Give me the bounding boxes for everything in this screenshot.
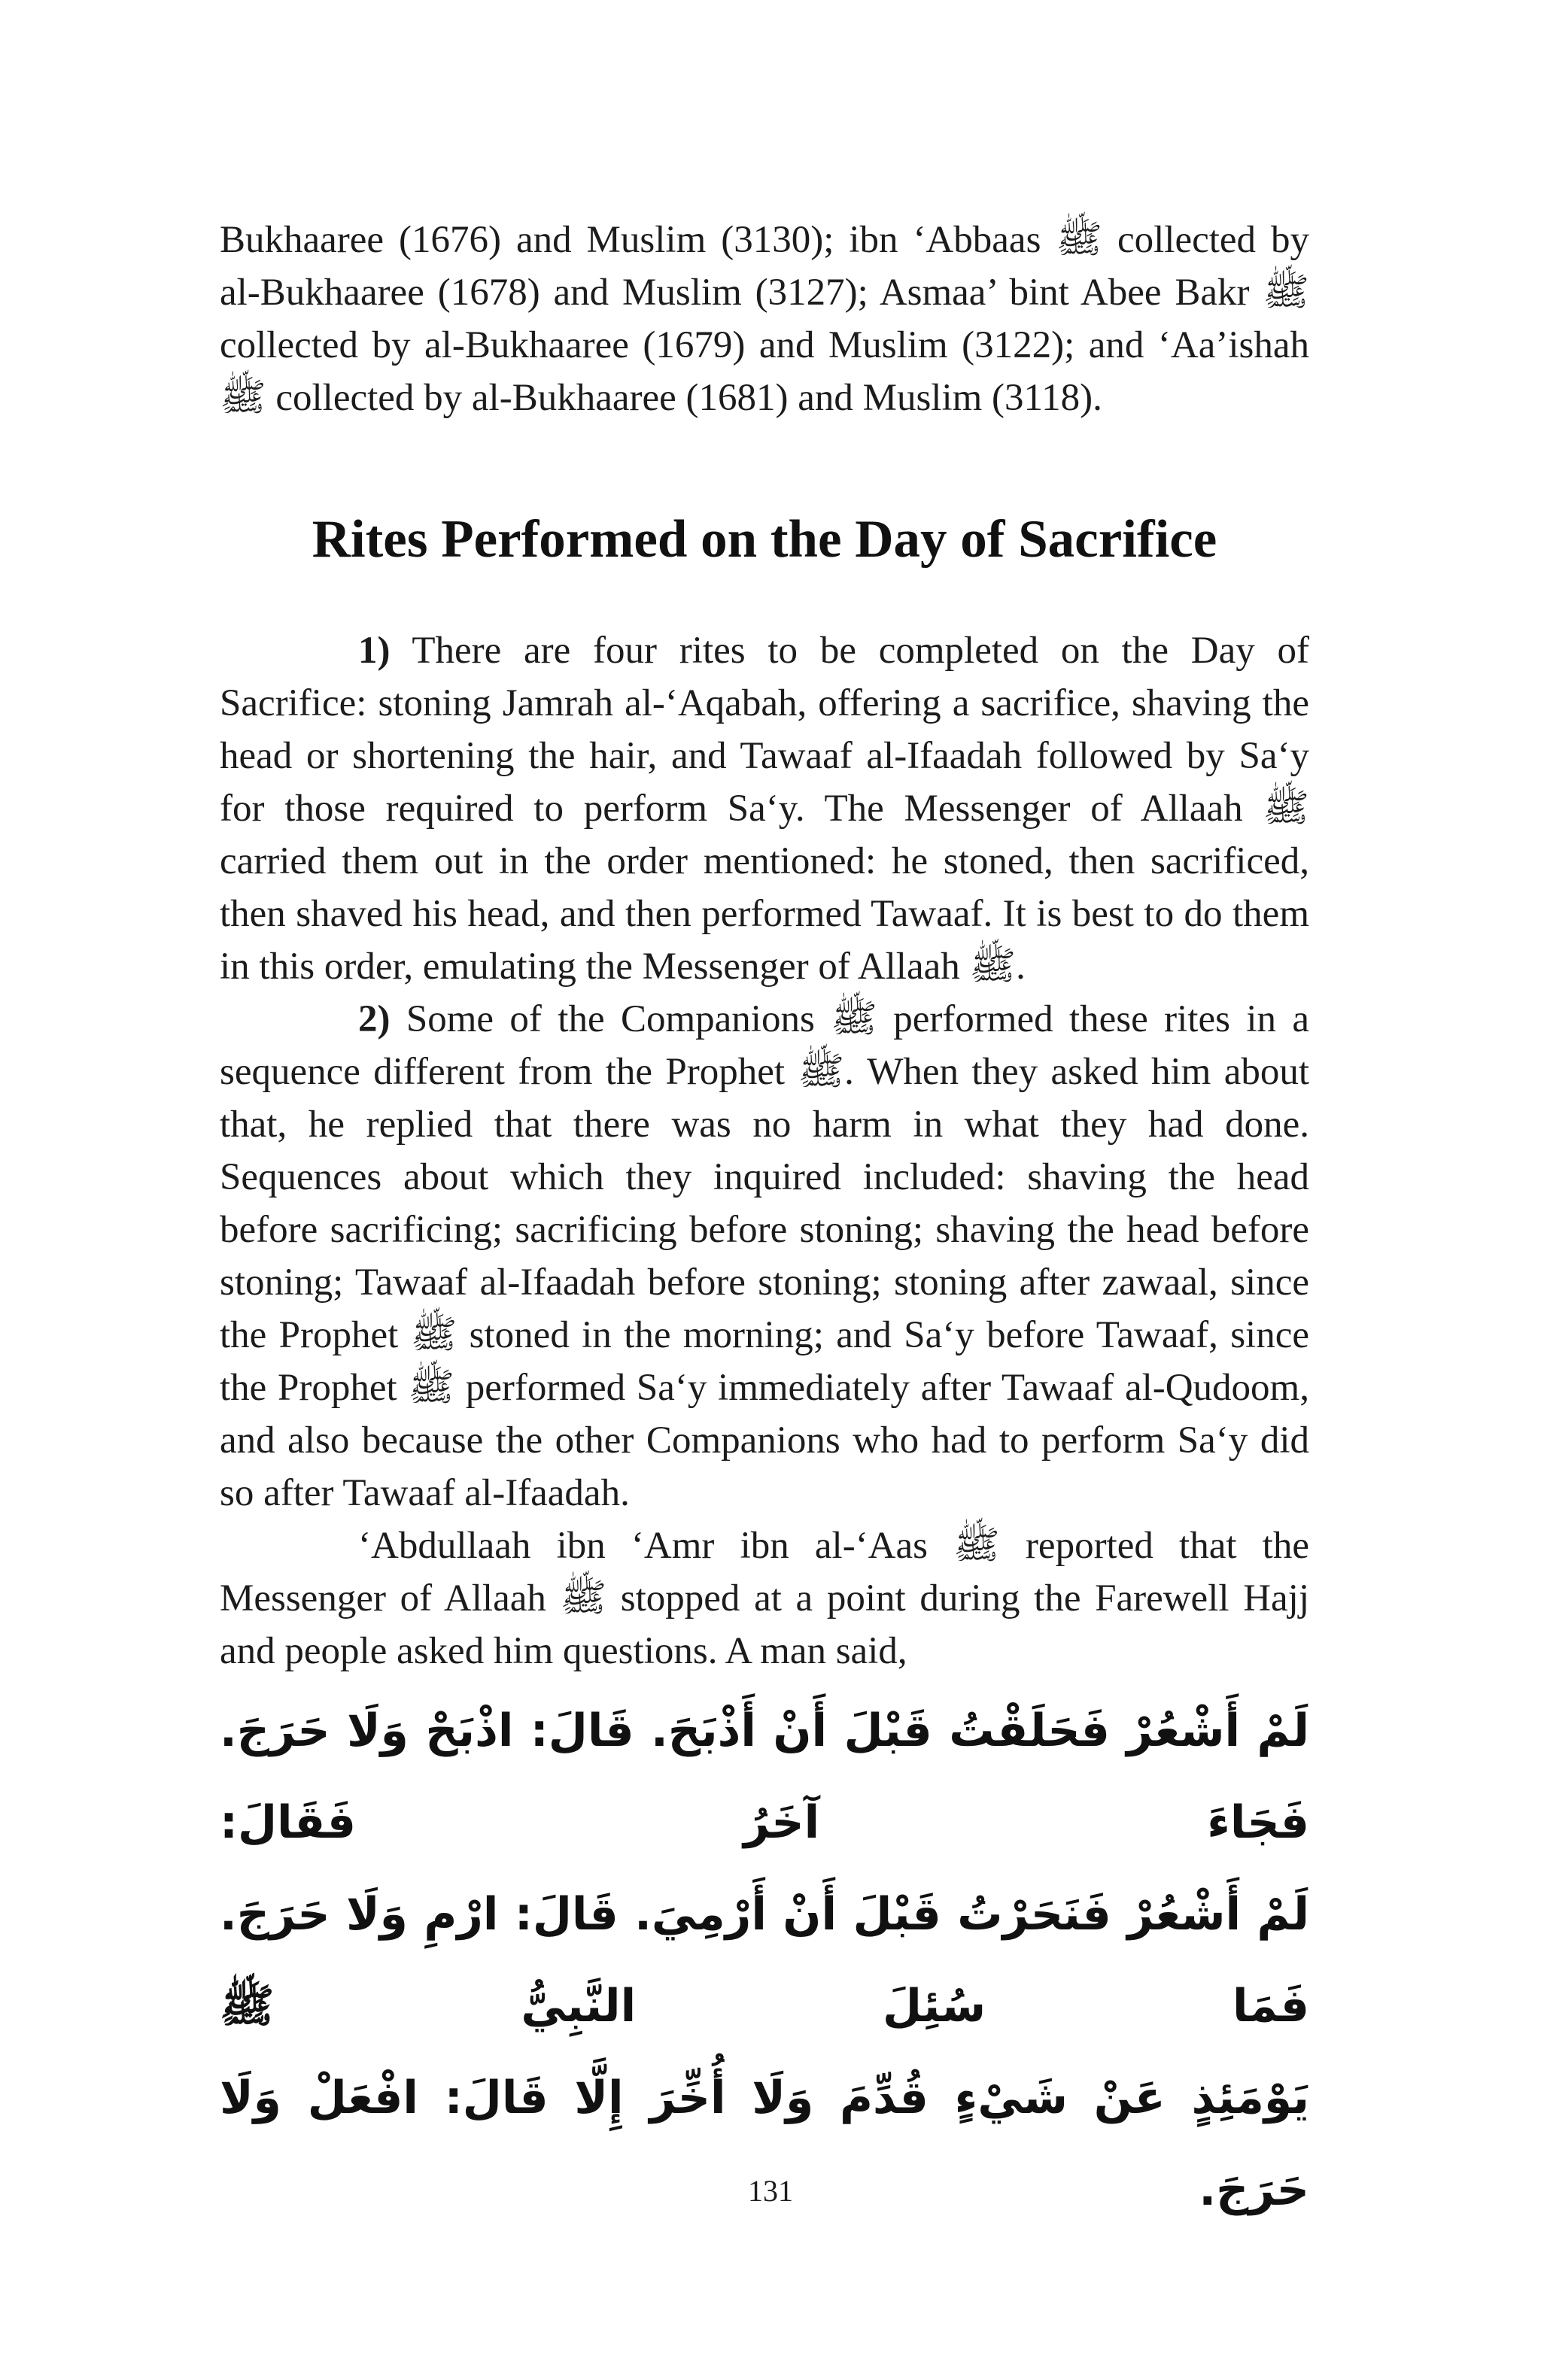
arabic-line-3: يَوْمَئِذٍ عَنْ شَيْءٍ قُدِّمَ وَلَا أُخِّرَ إِلَّا قَالَ: افْعَلْ وَلَا حَرَجَ. — [220, 2072, 1309, 2216]
arabic-hadith — [220, 1685, 1309, 2236]
arabic-line-1: لَمْ أَشْعُرْ فَحَلَقْتُ قَبْلَ أَنْ أَذْبَحَ. قَالَ: اذْبَحْ وَلَا حَرَجَ. فَجَاءَ آخَرُ فَقَالَ: — [220, 1705, 1309, 1849]
page-content — [220, 214, 1309, 2236]
intro-paragraph: Bukhaaree (1676) and Muslim (3130); ibn ‘Abbaas ﷺ collected by al-Bukhaaree (1678) and Muslim (3127); Asmaa’ bint Abee Bakr ﷺ collected by al-Bukhaaree (1679) and Muslim (3122); and ‘Aa’ishah ﷺ collected by al-Bukhaaree (1681) and Muslim (3118). — [220, 219, 1309, 419]
rite-point-2 — [220, 993, 1309, 1519]
section-heading: Rites Performed on the Day of Sacrifice — [312, 510, 1217, 569]
page-number: 131 — [748, 2174, 793, 2208]
report-paragraph: ‘Abdullaah ibn ‘Amr ibn al-‘Aas ﷺ reported that the Messenger of Allaah ﷺ stopped at a point during the Farewell Hajj and people asked him questions. A man said, — [220, 1525, 1309, 1672]
point-1-text: There are four rites to be completed on the Day of Sacrifice: stoning Jamrah al-‘Aqabah, offering a sacrifice, shaving the head or shortening the hair, and Tawaaf al-Ifaadah followed by Sa‘y for those required to perform Sa‘y. The Messenger of Allaah ﷺ carried them out in the order mentioned: he stoned, then sacrificed, then shaved his head, and then performed Tawaaf. It is best to do them in this order, emulating the Messenger of Allaah ﷺ. — [220, 630, 1309, 988]
point-1-number: 1) — [358, 630, 391, 672]
rite-point-1 — [220, 624, 1309, 993]
point-2-number: 2) — [358, 998, 391, 1040]
point-2-text: Some of the Companions ﷺ performed these rites in a sequence different from the Prophet ﷺ. When they asked him about that, he replied that there was no harm in what they had done. Sequences about which they inquired included: shaving the head before sacrificing; sacrificing before stoning; shaving the head before stoning; Tawaaf al-Ifaadah before stoning; stoning after zawaal, since the Prophet ﷺ stoned in the morning; and Sa‘y before Tawaaf, since the Prophet ﷺ performed Sa‘y immediately after Tawaaf al-Qudoom, and also because the other Companions who had to perform Sa‘y did so after Tawaaf al-Ifaadah. — [220, 998, 1310, 1514]
arabic-line-2: لَمْ أَشْعُرْ فَنَحَرْتُ قَبْلَ أَنْ أَرْمِيَ. قَالَ: ارْمِ وَلَا حَرَجَ. فَمَا سُئِلَ النَّبِيُّ ﷺ — [220, 1888, 1309, 2032]
